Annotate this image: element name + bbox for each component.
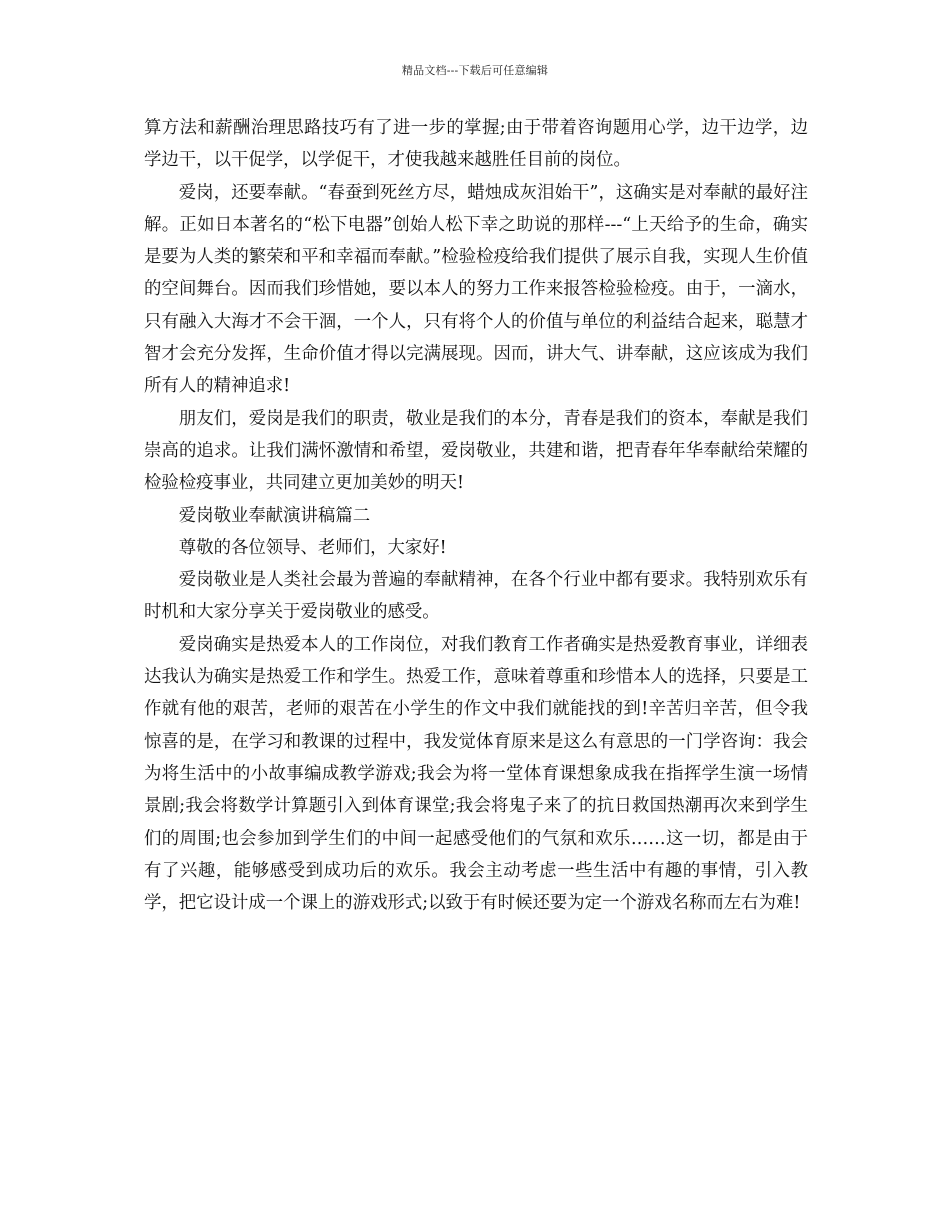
document-body (144, 112, 808, 919)
paragraph-greeting: 尊敬的各位领导、老师们，大家好! (178, 537, 447, 558)
paragraph-intro: 爱岗敬业是人类社会最为普遍的奉献精神，在各个行业中都有要求。我特别欢乐有时机和大家分享关于爱岗敬业的感受。 (144, 570, 808, 623)
page-header: 精品文档---下载后可任意编辑 (401, 64, 549, 77)
section-title: 爱岗敬业奉献演讲稿篇二 (178, 505, 371, 526)
paragraph-dedication: 爱岗，还要奉献。“春蚕到死丝方尽，蜡烛成灰泪始干”，这确实是对奉献的最好注解。正如日本著名的“松下电器”创始人松下幸之助说的那样---“上天给予的生命，确实是要为人类的繁荣和平和幸福而奉献。”检验检疫给我们提供了展示自我，实现人生价值的空间舞台。因而我们珍惜她，要以本人的努力工作来报答检验检疫。由于，一滴水，只有融入大海才不会干涸，一个人，只有将个人的价值与单位的利益结合起来，聪慧才智才会充分发挥，生命价值才得以完满展现。因而，讲大气、讲奉献，这应该成为我们所有人的精神追求! (144, 182, 808, 397)
paragraph-friends: 朋友们，爱岗是我们的职责，敬业是我们的本分，青春是我们的资本，奉献是我们崇高的追求。让我们满怀激情和希望，爱岗敬业，共建和谐，把青春年华奉献给荣耀的检验检疫事业，共同建立更加美妙的明天! (144, 408, 808, 494)
paragraph-love-job: 爱岗确实是热爱本人的工作岗位，对我们教育工作者确实是热爱教育事业，详细表达我认为确实是热爱工作和学生。热爱工作，意味着尊重和珍惜本人的选择，只要是工作就有他的艰苦，老师的艰苦在小学生的作文中我们就能找的到!辛苦归辛苦，但令我惊喜的是，在学习和教课的过程中，我发觉体育原来是这么有意思的一门学咨询：我会为将生活中的小故事编成教学游戏;我会为将一堂体育课想象成我在指挥学生演一场情景剧;我会将数学计算题引入到体育课堂;我会将鬼子来了的抗日救国热潮再次来到学生们的周围;也会参加到学生们的中间一起感受他们的气氛和欢乐……这一切，都是由于有了兴趣，能够感受到成功后的欢乐。我会主动考虑一些生活中有趣的事情，引入教学，把它设计成一个课上的游戏形式;以致于有时候还要为定一个游戏名称而左右为难! (144, 634, 808, 914)
paragraph-continuation: 算方法和薪酬治理思路技巧有了进一步的掌握;由于带着咨询题用心学，边干边学，边学边干，以干促学，以学促干，才使我越来越胜任目前的岗位。 (144, 118, 808, 171)
